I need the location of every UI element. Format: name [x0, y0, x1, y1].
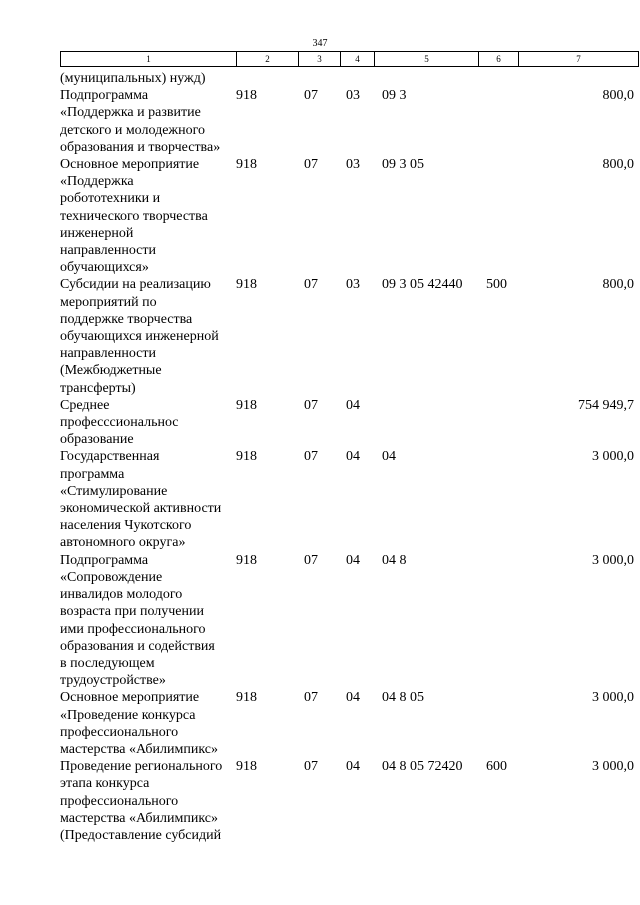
cell-admin-code: 918	[236, 690, 257, 706]
cell-expense-type: 500	[486, 277, 507, 293]
cell-amount: 800,0	[602, 157, 634, 173]
cell-section: 07	[304, 552, 318, 568]
column-header-row	[60, 51, 639, 67]
cell-section: 07	[304, 759, 318, 775]
cell-admin-code: 918	[236, 88, 257, 104]
cell-admin-code: 918	[236, 397, 257, 413]
cell-expense-type	[486, 87, 526, 156]
cell-expense-type: 600	[486, 759, 507, 775]
row-name: Основное мероприятие «Проведение конкурса профессионального мастерства «Абилимпикс»	[60, 690, 218, 757]
cell-expense-type	[486, 448, 526, 551]
cell-subsection: 03	[346, 157, 360, 173]
cell-amount: 3 000,0	[592, 449, 634, 465]
page-number: 347	[312, 38, 328, 49]
cell-amount: 754 949,7	[578, 397, 634, 413]
table-row	[60, 448, 638, 551]
cell-admin-code: 918	[236, 759, 257, 775]
row-name: Проведение регионального этапа конкурса профессионального мастерства «Абилимпикс» (Предоставление субсидий	[60, 759, 223, 843]
row-name: Субсидии на реализацию мероприятий по поддержке творчества обучающихся инженерной направленности (Межбюджетные трансферты)	[60, 277, 219, 396]
cell-expense-type	[486, 397, 526, 449]
cell-expense-type	[486, 156, 526, 276]
cell-section: 07	[304, 397, 318, 413]
cell-subsection	[340, 70, 380, 87]
column-header-7: 7	[519, 52, 639, 67]
cell-section: 07	[304, 277, 318, 293]
column-header-1: 1	[61, 52, 237, 67]
table-row	[60, 87, 638, 156]
table-row	[60, 552, 638, 690]
cell-subsection: 04	[346, 397, 360, 413]
cell-subsection: 04	[346, 759, 360, 775]
cell-amount: 3 000,0	[592, 552, 634, 568]
cell-target-article: 09 3	[382, 88, 407, 104]
cell-subsection: 04	[346, 552, 360, 568]
table-row	[60, 70, 638, 87]
cell-expense-type	[486, 552, 526, 690]
column-header-4: 4	[341, 52, 375, 67]
row-name: Среднее професссиональнос образование	[60, 397, 179, 448]
cell-target-article: 04 8 05 72420	[382, 759, 463, 775]
column-header-5: 5	[375, 52, 479, 67]
table-row	[60, 397, 638, 449]
cell-target-article: 09 3 05 42440	[382, 277, 463, 293]
cell-target-article: 09 3 05	[382, 157, 424, 173]
cell-section: 07	[304, 157, 318, 173]
cell-amount	[526, 70, 638, 87]
budget-table-body	[60, 70, 638, 844]
column-header-3: 3	[299, 52, 341, 67]
row-name: Подпрограмма «Поддержка и развитие детского и молодежного образования и творчества»	[60, 88, 221, 155]
table-row	[60, 156, 638, 276]
cell-admin-code: 918	[236, 277, 257, 293]
cell-expense-type	[486, 70, 526, 87]
row-name: Государственная программа «Стимулирование экономической активности населения Чукотского автономного округа»	[60, 449, 222, 551]
cell-target-article	[380, 70, 486, 87]
cell-target-article	[380, 397, 486, 449]
cell-admin-code: 918	[236, 157, 257, 173]
cell-section	[300, 70, 340, 87]
cell-expense-type	[486, 689, 526, 758]
cell-admin-code: 918	[236, 552, 257, 568]
cell-amount: 800,0	[602, 277, 634, 293]
column-header-6: 6	[479, 52, 519, 67]
row-name: Подпрограмма «Сопровождение инвалидов молодого возраста при получении ими профессионального образования и содействия в последующем трудоустройстве»	[60, 552, 215, 689]
cell-admin-code	[236, 70, 300, 87]
row-name: Основное мероприятие «Поддержка робототехники и технического творчества инженерной направленности обучающихся»	[60, 157, 208, 276]
table-row	[60, 689, 638, 758]
cell-subsection: 04	[346, 690, 360, 706]
cell-subsection: 04	[346, 449, 360, 465]
cell-subsection: 03	[346, 277, 360, 293]
cell-amount: 3 000,0	[592, 690, 634, 706]
cell-amount: 800,0	[602, 88, 634, 104]
cell-target-article: 04 8	[382, 552, 407, 568]
table-row	[60, 276, 638, 396]
cell-target-article: 04 8 05	[382, 690, 424, 706]
cell-section: 07	[304, 690, 318, 706]
cell-amount: 3 000,0	[592, 759, 634, 775]
cell-section: 07	[304, 449, 318, 465]
cell-admin-code: 918	[236, 449, 257, 465]
cell-subsection: 03	[346, 88, 360, 104]
column-header-2: 2	[237, 52, 299, 67]
row-name: (муниципальных) нужд)	[60, 71, 206, 86]
cell-section: 07	[304, 88, 318, 104]
cell-target-article: 04	[382, 449, 396, 465]
table-row	[60, 758, 638, 844]
